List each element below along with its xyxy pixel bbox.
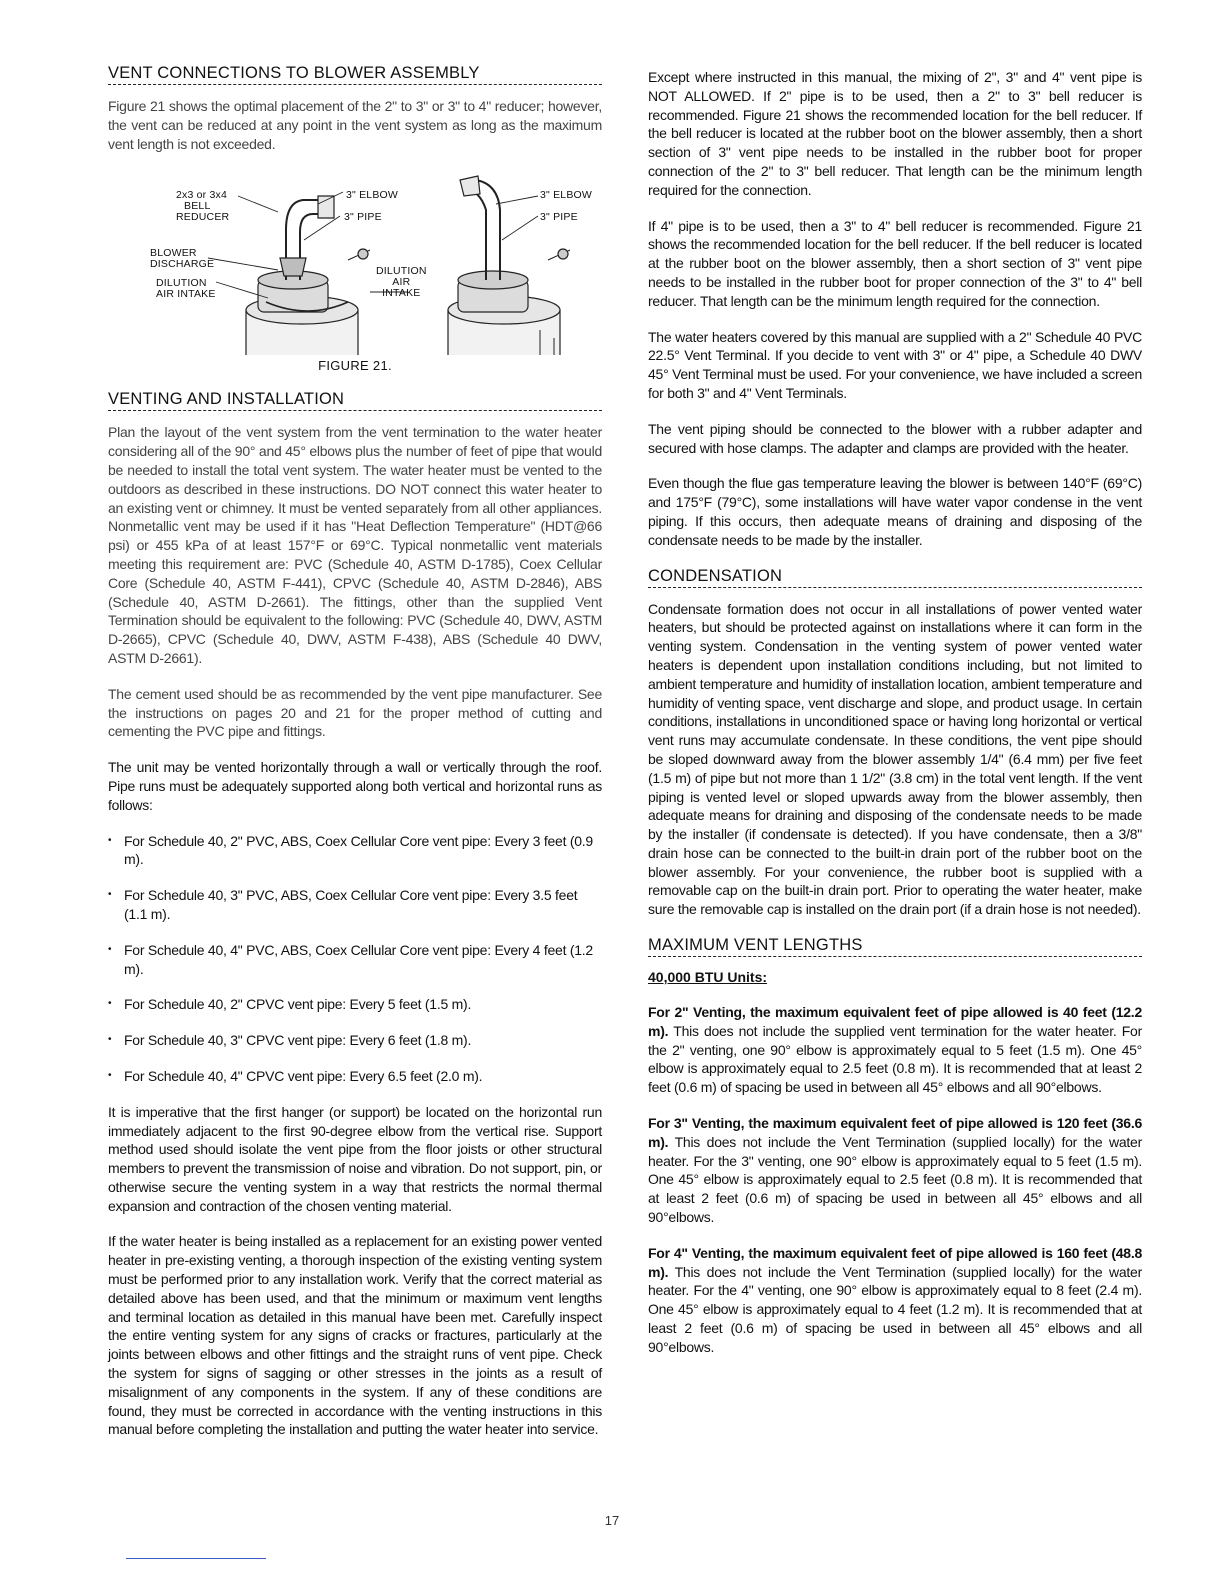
label-dilution-mid (376, 266, 427, 299)
vent-connections-heading: VENT CONNECTIONS TO BLOWER ASSEMBLY (108, 64, 602, 85)
venting-paragraph-4: It is imperative that the first hanger (or support) be located on the horizontal run immediately adjacent to the first 90-degree elbow from the vertical rise. Support method used should isolate the vent pipe from the floor joists or other structural members to prevent the transmission of noise and vibration. Do not support, pin, or otherwise secure the venting system in a way that restricts the normal thermal expansion and contraction of the chosen venting material. (108, 1103, 602, 1214)
label-dilution-mid-line3: INTAKE (382, 287, 421, 300)
label-pipe-right: 3" PIPE (540, 211, 578, 224)
label-reducer-line3: REDUCER (176, 211, 230, 224)
list-item: • For Schedule 40, 2" CPVC vent pipe: Every 5 feet (1.5 m). (108, 995, 602, 1014)
vent-connections-paragraph: Figure 21 shows the optimal placement of the 2" to 3" or 3" to 4" reducer; however, the vent can be reduced at any point in the vent system as long as the maximum vent length is not exceeded. (108, 98, 602, 152)
venting-4in-paragraph (648, 1244, 1142, 1357)
venting-installation-heading: VENTING AND INSTALLATION (108, 390, 602, 411)
label-dilution-mid-line1: DILUTION (376, 265, 427, 278)
label-dilution-left-line1: DILUTION (156, 277, 207, 290)
venting-2in-body: This does not include the supplied vent termination for the water heater. For the 2" venting, one 90° elbow is approximately equal to 5 feet (1.5 m). One 45° elbow is approximately equal to 2.5 feet (0.8 m). It is recommended that at least 2 feet (0.6 m) of spacing be used in between all 45° elbows and all 90°elbows. (648, 1022, 1142, 1096)
left-column (108, 64, 602, 1456)
venting-3in-body: This does not include the Vent Termination (supplied locally) for the water heater. For the 3" venting, one 90° elbow is approximately equal to 5 feet (1.5 m). One 45° elbow is approximately equal to 2.5 feet (0.8 m). It is recommended that at least 2 feet (0.6 m) of spacing be used in between all 45° elbows and all 90°elbows. (648, 1133, 1142, 1226)
label-elbow-right: 3" ELBOW (540, 189, 593, 202)
label-dilution-left-line2: AIR INTAKE (156, 288, 216, 301)
reducer-paragraph-2in: Except where instructed in this manual, the mixing of 2", 3" and 4" vent pipe is NOT ALLOWED. If 2" pipe is to be used, then a 2" to 3" bell reducer is recommended. Figure 21 shows the recommended location for the bell reducer. If the bell reducer is located at the rubber boot on the blower assembly, then a short section of 3" vent pipe needs to be installed in the rubber boot for proper connection of the 2" to 3" bell reducer. That length can be the minimum length required for the connection. (648, 69, 1142, 198)
label-blower-line2: DISCHARGE (150, 258, 215, 271)
label-reducer-line1: 2x3 or 3x4 (176, 189, 228, 202)
venting-3in-lead: For 3" Venting, the maximum equivalent feet of pipe allowed is 120 feet (36.6 m). (648, 1115, 1142, 1150)
figure-21 (108, 170, 602, 382)
support-spacing-list (108, 832, 602, 1086)
figure-caption: FIGURE 21. (318, 358, 392, 374)
btu-subheading: 40,000 BTU Units: (648, 969, 768, 986)
condensation-heading: CONDENSATION (648, 567, 1142, 588)
list-item: • For Schedule 40, 2" PVC, ABS, Coex Cellular Core vent pipe: Every 3 feet (0.9 m). (108, 832, 602, 870)
venting-2in-paragraph (648, 1003, 1142, 1097)
venting-4in-lead: For 4" Venting, the maximum equivalent feet of pipe allowed is 160 feet (48.8 m). (648, 1244, 1142, 1280)
label-blower-line1: BLOWER (150, 247, 197, 260)
vent-terminal-paragraph: The water heaters covered by this manual are supplied with a 2" Schedule 40 PVC 22.5° Vent Terminal. If you decide to vent with 3" or 4" pipe, a Schedule 40 DWV 45° Vent Terminal must be used. For your convenience, we have included a screen for both 3" and 4" Vent Terminals. (648, 328, 1142, 401)
label-reducer (176, 190, 229, 223)
page-number: 17 (604, 1513, 620, 1528)
footer-rule (126, 1558, 266, 1559)
label-reducer-line2: BELL (184, 200, 211, 213)
list-item: • For Schedule 40, 3" CPVC vent pipe: Every 6 feet (1.8 m). (108, 1031, 602, 1050)
venting-paragraph-1: Plan the layout of the vent system from the vent termination to the water heater considering all of the 90° and 45° elbows plus the number of feet of pipe that would be needed to install the total vent system. The water heater must be vented to the outdoors as described in these instructions. DO NOT connect this water heater to an existing vent or chimney. It must be vented separately from all other appliances. Nonmetallic vent may be used if it has "Heat Deflection Temperature" (HDT@66 psi) or 455 kPa of at least 157°F or 69°C. Typical nonmetallic vent materials meeting this requirement are: PVC (Schedule 40, ASTM D-1785), Coex Cellular Core (Schedule 40, ASTM F-441), CPVC (Schedule 40, ASTM D-2846), ABS (Schedule 40, ASTM D-2661). The fittings, other than the supplied Vent Termination should be equivalent to the following: PVC (Schedule 40, DWV, ASTM D-2665), CPVC (Schedule 40, DWV, ASTM F-438), ABS (Schedule 40 DWV, ASTM D-2661). (108, 424, 602, 666)
venting-paragraph-2: The cement used should be as recommended by the vent pipe manufacturer. See the instructions on pages 20 and 21 for the proper method of cutting and cementing the PVC pipe and fittings. (108, 685, 602, 740)
flue-gas-paragraph: Even though the flue gas temperature leaving the blower is between 140°F (69°C) and 175°F (79°C), some installations will have water vapor condense in the vent piping. If this occurs, then adequate means of draining and disposing of the condensate needs to be made by the installer. (648, 475, 1142, 548)
condensation-paragraph: Condensate formation does not occur in all installations of power vented water heaters, but should be protected against on installations where it can form in the venting system. Condensation in the venting system of power vented water heaters is dependent upon installation conditions including, but not limited to ambient temperature and humidity of installation location, ambient temperature and humidity of venting space, vent discharge and slope, and product usage. In certain conditions, installations in unconditioned space or having long horizontal or vertical vent runs may accumulate condensate. In these conditions, the vent pipe should be sloped downward away from the blower assembly 1/4" (6.4 mm) per five feet (1.5 m) of pipe but not more than 1 1/2" (3.8 cm) in the total vent length. If the vent piping is vented level or sloped upwards away from the blower assembly, then adequate means for draining and disposing of the condensate needs to be made by the installer (if condensate is detected). If you have condensate, then a 3/8" drain hose can be connected to the built-in drain port of the rubber boot on the blower assembly. For your convenience, the rubber boot is supplied with a removable cap on the built-in drain port. Prior to operating the water heater, make sure the removable cap is installed on the drain port (if a drain hose is not needed). (648, 600, 1142, 918)
list-item: • For Schedule 40, 3" PVC, ABS, Coex Cellular Core vent pipe: Every 3.5 feet (1.1 m). (108, 886, 602, 924)
venting-2in-lead: For 2" Venting, the maximum equivalent feet of pipe allowed is 40 feet (12.2 m). (648, 1004, 1142, 1039)
max-vent-lengths-heading: MAXIMUM VENT LENGTHS (648, 936, 1142, 957)
label-elbow-left: 3" ELBOW (346, 189, 399, 202)
label-pipe-left: 3" PIPE (344, 211, 382, 224)
venting-3in-paragraph (648, 1114, 1142, 1227)
rubber-adapter-paragraph: The vent piping should be connected to the blower with a rubber adapter and secured with hose clamps. The adapter and clamps are provided with the heater. (648, 420, 1142, 456)
right-column (648, 68, 1142, 1374)
label-dilution-left (156, 278, 216, 300)
list-item: • For Schedule 40, 4" PVC, ABS, Coex Cellular Core vent pipe: Every 4 feet (1.2 m). (108, 941, 602, 979)
label-blower-discharge (150, 248, 214, 270)
list-item: • For Schedule 40, 4" CPVC vent pipe: Every 6.5 feet (2.0 m). (108, 1067, 602, 1086)
venting-paragraph-3: The unit may be vented horizontally through a wall or vertically through the roof. Pipe runs must be adequately supported along both vertical and horizontal runs as follows: (108, 759, 602, 813)
label-dilution-mid-line2: AIR (392, 276, 411, 289)
reducer-paragraph-4in: If 4" pipe is to be used, then a 3" to 4" bell reducer is recommended. Figure 21 shows the recommended location for the bell reducer. If the bell reducer is located at the rubber boot on the blower assembly, then a short section of 3" vent pipe needs to be installed in the rubber boot for proper connection of the 3" to 4" bell reducer. That length can be the minimum length required for the connection. (648, 217, 1142, 309)
venting-4in-body: This does not include the Vent Termination (supplied locally) for the water heater. For the 4" venting, one 90° elbow is approximately equal to 8 feet (2.4 m). One 45° elbow is approximately equal to 4 feet (1.2 m). It is recommended that at least 2 feet (0.6 m) of spacing be used in between all 45° elbows and all 90°elbows. (648, 1263, 1142, 1355)
venting-paragraph-5: If the water heater is being installed as a replacement for an existing power vented heater in pre-existing venting, a thorough inspection of the existing venting system must be performed prior to any installation work. Verify that the correct material as detailed above has been used, and that the minimum or maximum vent lengths and terminal location as detailed in this manual have been met. Carefully inspect the entire venting system for any signs of cracks or fractures, particularly at the joints between elbows and other fittings and the straight runs of vent pipe. Check the system for signs of sagging or other stresses in the joints as a result of misalignment of any components in the system. If any of these conditions are found, they must be corrected in accordance with the venting instructions in this manual before completing the installation and putting the water heater into service. (108, 1233, 602, 1438)
